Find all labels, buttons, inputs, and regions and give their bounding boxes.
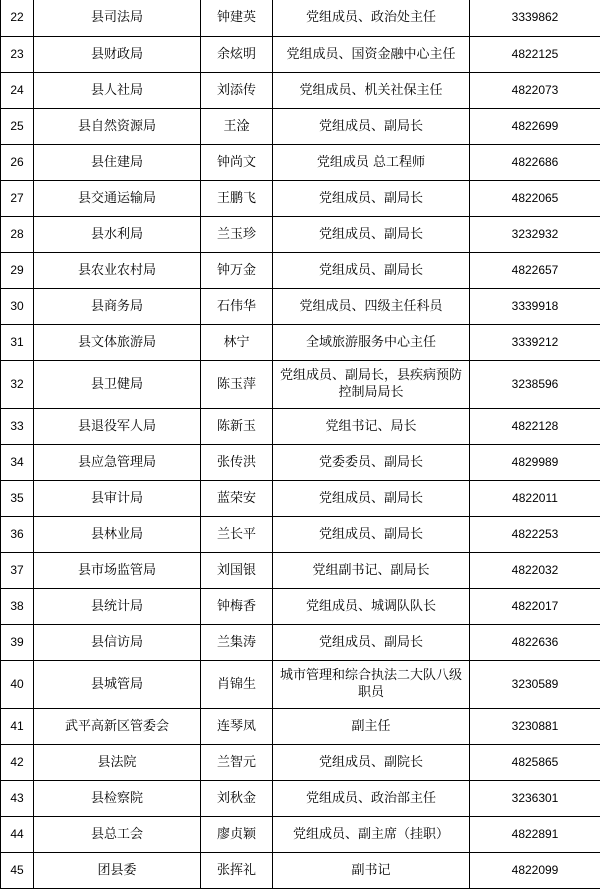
person-name: 王淦 (201, 108, 273, 144)
table-row (1, 780, 600, 816)
phone-number: 4822011 (470, 480, 600, 516)
position-title: 党组成员、副局长 (273, 480, 470, 516)
row-number: 27 (1, 180, 34, 216)
phone-number: 3232932 (470, 216, 600, 252)
table-row (1, 552, 600, 588)
person-name: 钟梅香 (201, 588, 273, 624)
person-name: 兰玉珍 (201, 216, 273, 252)
position-title: 副书记 (273, 852, 470, 888)
table-row (1, 816, 600, 852)
row-number: 33 (1, 408, 34, 444)
phone-number: 4822073 (470, 72, 600, 108)
person-name: 陈新玉 (201, 408, 273, 444)
row-number: 29 (1, 252, 34, 288)
phone-number: 4822686 (470, 144, 600, 180)
phone-number: 3339918 (470, 288, 600, 324)
position-title: 党组成员、城调队队长 (273, 588, 470, 624)
phone-number: 4822099 (470, 852, 600, 888)
position-title: 全域旅游服务中心主任 (273, 324, 470, 360)
row-number: 32 (1, 360, 34, 408)
position-title: 党组成员、四级主任科员 (273, 288, 470, 324)
position-title: 党组成员、副局长 (273, 180, 470, 216)
phone-number: 3238596 (470, 360, 600, 408)
table-row (1, 360, 600, 408)
person-name: 连琴凤 (201, 708, 273, 744)
unit-name: 武平高新区管委会 (34, 708, 201, 744)
unit-name: 县审计局 (34, 480, 201, 516)
unit-name: 县信访局 (34, 624, 201, 660)
phone-number: 4822636 (470, 624, 600, 660)
unit-name: 县总工会 (34, 816, 201, 852)
person-name: 钟万金 (201, 252, 273, 288)
unit-name: 县财政局 (34, 36, 201, 72)
table-row (1, 216, 600, 252)
unit-name: 县住建局 (34, 144, 201, 180)
position-title: 党组成员、国资金融中心主任 (273, 36, 470, 72)
position-title: 党组书记、局长 (273, 408, 470, 444)
row-number: 43 (1, 780, 34, 816)
row-number: 45 (1, 852, 34, 888)
table-row (1, 36, 600, 72)
table-row (1, 288, 600, 324)
unit-name: 团县委 (34, 852, 201, 888)
person-name: 钟建英 (201, 0, 273, 36)
row-number: 38 (1, 588, 34, 624)
table-row (1, 480, 600, 516)
person-name: 肖锦生 (201, 660, 273, 708)
phone-number: 3339862 (470, 0, 600, 36)
row-number: 30 (1, 288, 34, 324)
phone-number: 4822125 (470, 36, 600, 72)
table-row (1, 108, 600, 144)
phone-number: 4822128 (470, 408, 600, 444)
phone-number: 4822065 (470, 180, 600, 216)
person-name: 王鹏飞 (201, 180, 273, 216)
row-number: 42 (1, 744, 34, 780)
phone-number: 3236301 (470, 780, 600, 816)
unit-name: 县应急管理局 (34, 444, 201, 480)
person-name: 兰长平 (201, 516, 273, 552)
table-row (1, 624, 600, 660)
person-name: 刘添传 (201, 72, 273, 108)
phone-number: 3230881 (470, 708, 600, 744)
unit-name: 县退役军人局 (34, 408, 201, 444)
position-title: 党组成员、副主席（挂职） (273, 816, 470, 852)
table-row (1, 144, 600, 180)
unit-name: 县检察院 (34, 780, 201, 816)
table-row (1, 660, 600, 708)
table-row (1, 744, 600, 780)
person-name: 廖贞颖 (201, 816, 273, 852)
row-number: 41 (1, 708, 34, 744)
person-name: 兰集涛 (201, 624, 273, 660)
unit-name: 县法院 (34, 744, 201, 780)
row-number: 26 (1, 144, 34, 180)
row-number: 25 (1, 108, 34, 144)
person-name: 蓝荣安 (201, 480, 273, 516)
phone-number: 4822032 (470, 552, 600, 588)
position-title: 党委委员、副局长 (273, 444, 470, 480)
row-number: 24 (1, 72, 34, 108)
row-number: 34 (1, 444, 34, 480)
person-name: 张挥礼 (201, 852, 273, 888)
table-row (1, 708, 600, 744)
table-row (1, 444, 600, 480)
phone-number: 4822699 (470, 108, 600, 144)
unit-name: 县交通运输局 (34, 180, 201, 216)
row-number: 22 (1, 0, 34, 36)
unit-name: 县城管局 (34, 660, 201, 708)
row-number: 28 (1, 216, 34, 252)
phone-number: 4822253 (470, 516, 600, 552)
position-title: 党组成员、副局长 (273, 216, 470, 252)
position-title: 党组成员 总工程师 (273, 144, 470, 180)
row-number: 23 (1, 36, 34, 72)
unit-name: 县市场监管局 (34, 552, 201, 588)
row-number: 36 (1, 516, 34, 552)
person-name: 刘国银 (201, 552, 273, 588)
position-title: 党组副书记、副局长 (273, 552, 470, 588)
row-number: 39 (1, 624, 34, 660)
unit-name: 县农业农村局 (34, 252, 201, 288)
phone-number: 4822891 (470, 816, 600, 852)
table-row (1, 408, 600, 444)
row-number: 35 (1, 480, 34, 516)
unit-name: 县人社局 (34, 72, 201, 108)
unit-name: 县司法局 (34, 0, 201, 36)
phone-number: 4822657 (470, 252, 600, 288)
position-title: 城市管理和综合执法二大队八级职员 (273, 660, 470, 708)
row-number: 44 (1, 816, 34, 852)
unit-name: 县统计局 (34, 588, 201, 624)
table-row (1, 324, 600, 360)
row-number: 31 (1, 324, 34, 360)
table-row (1, 0, 600, 36)
phone-number: 4825865 (470, 744, 600, 780)
person-name: 兰智元 (201, 744, 273, 780)
position-title: 党组成员、政治部主任 (273, 780, 470, 816)
position-title: 党组成员、副局长 (273, 252, 470, 288)
unit-name: 县文体旅游局 (34, 324, 201, 360)
position-title: 副主任 (273, 708, 470, 744)
person-name: 林宁 (201, 324, 273, 360)
position-title: 党组成员、政治处主任 (273, 0, 470, 36)
unit-name: 县水利局 (34, 216, 201, 252)
unit-name: 县卫健局 (34, 360, 201, 408)
table-row (1, 852, 600, 888)
person-name: 陈玉萍 (201, 360, 273, 408)
table-row (1, 252, 600, 288)
position-title: 党组成员、机关社保主任 (273, 72, 470, 108)
position-title: 党组成员、副局长 (273, 516, 470, 552)
phone-number: 3339212 (470, 324, 600, 360)
unit-name: 县林业局 (34, 516, 201, 552)
position-title: 党组成员、副院长 (273, 744, 470, 780)
position-title: 党组成员、副局长 (273, 624, 470, 660)
row-number: 37 (1, 552, 34, 588)
person-name: 石伟华 (201, 288, 273, 324)
table-row (1, 588, 600, 624)
person-name: 余炫明 (201, 36, 273, 72)
contact-table-body (1, 0, 600, 888)
table-row (1, 180, 600, 216)
table-row (1, 72, 600, 108)
phone-number: 3230589 (470, 660, 600, 708)
phone-number: 4822017 (470, 588, 600, 624)
unit-name: 县自然资源局 (34, 108, 201, 144)
phone-number: 4829989 (470, 444, 600, 480)
person-name: 刘秋金 (201, 780, 273, 816)
row-number: 40 (1, 660, 34, 708)
table-row (1, 516, 600, 552)
person-name: 钟尚文 (201, 144, 273, 180)
position-title: 党组成员、副局长 (273, 108, 470, 144)
unit-name: 县商务局 (34, 288, 201, 324)
position-title: 党组成员、副局长，县疾病预防控制局局长 (273, 360, 470, 408)
person-name: 张传洪 (201, 444, 273, 480)
